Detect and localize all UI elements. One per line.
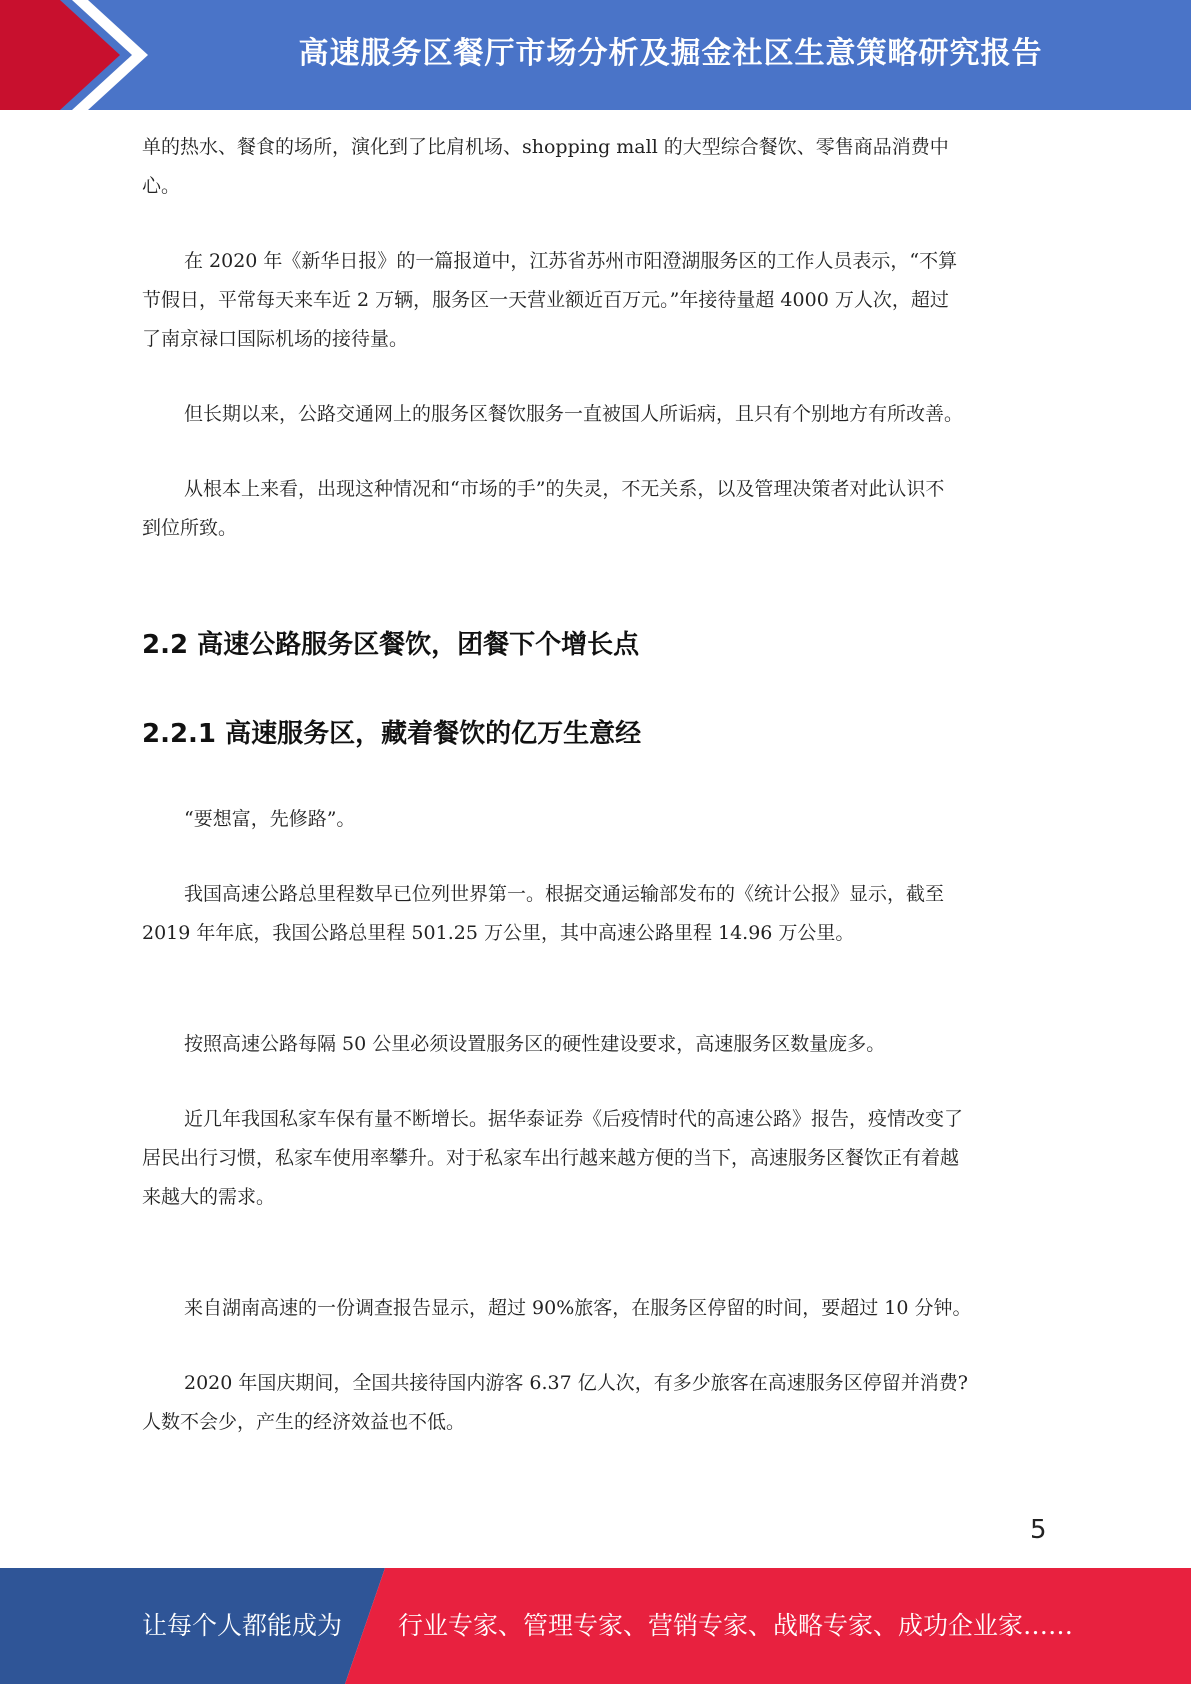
page-header: [0, 0, 1191, 110]
paragraph-line: 在 2020 年《新华日报》的一篇报道中，江苏省苏州市阳澄湖服务区的工作人员表示，“不算: [184, 250, 958, 272]
report-title: 高速服务区餐厅市场分析及掘金社区生意策略研究报告: [298, 36, 1043, 71]
paragraph-line: 我国高速公路总里程数早已位列世界第一。根据交通运输部发布的《统计公报》显示，截至: [184, 883, 945, 905]
paragraph: 但长期以来，公路交通网上的服务区餐饮服务一直被国人所诟病，且只有个别地方有所改善。: [184, 403, 964, 425]
paragraph-line: 居民出行习惯，私家车使用率攀升。对于私家车出行越来越方便的当下，高速服务区餐饮正有着越: [142, 1147, 960, 1169]
paragraph-line: 2020 年国庆期间，全国共接待国内游客 6.37 亿人次，有多少旅客在高速服务区停留并消费?: [184, 1372, 968, 1394]
subsection-heading: 2.2.1 高速服务区，藏着餐饮的亿万生意经: [142, 719, 642, 749]
section-heading: 2.2 高速公路服务区餐饮，团餐下个增长点: [142, 630, 640, 660]
document-body: [142, 128, 1052, 1442]
paragraph-line: 了南京禄口国际机场的接待量。: [142, 328, 409, 350]
paragraph-line: 来越大的需求。: [142, 1186, 276, 1208]
paragraph-line: 单的热水、餐食的场所，演化到了比肩机场、shopping mall 的大型综合餐饮、零售商品消费中: [142, 136, 949, 158]
paragraph-line: 心。: [142, 175, 181, 197]
paragraph: “要想富，先修路”。: [184, 808, 356, 830]
paragraph-line: 从根本上来看，出现这种情况和“市场的手”的失灵，不无关系，以及管理决策者对此认识不: [184, 478, 945, 500]
paragraph-line: 人数不会少，产生的经济效益也不低。: [142, 1411, 466, 1433]
page-number: 5: [1030, 1515, 1047, 1545]
footer-slogan-right: 行业专家、管理专家、营销专家、战略专家、成功企业家……: [398, 1611, 1074, 1640]
paragraph: 按照高速公路每隔 50 公里必须设置服务区的硬性建设要求，高速服务区数量庞多。: [184, 1033, 886, 1055]
paragraph-line: 节假日，平常每天来车近 2 万辆，服务区一天营业额近百万元。”年接待量超 4000 万人次，超过: [142, 289, 949, 311]
header-arrow-graphic: [0, 0, 160, 110]
paragraph-line: 2019 年年底，我国公路总里程 501.25 万公里，其中高速公路里程 14.96 万公里。: [142, 922, 855, 944]
footer-slogan-left: 让每个人都能成为: [142, 1611, 343, 1640]
page-footer: [0, 1568, 1191, 1684]
paragraph-line: 到位所致。: [142, 517, 238, 539]
paragraph: 来自湖南高速的一份调查报告显示，超过 90%旅客，在服务区停留的时间，要超过 10 分钟。: [184, 1297, 972, 1319]
paragraph-line: 近几年我国私家车保有量不断增长。据华泰证券《后疫情时代的高速公路》报告，疫情改变了: [184, 1108, 964, 1130]
